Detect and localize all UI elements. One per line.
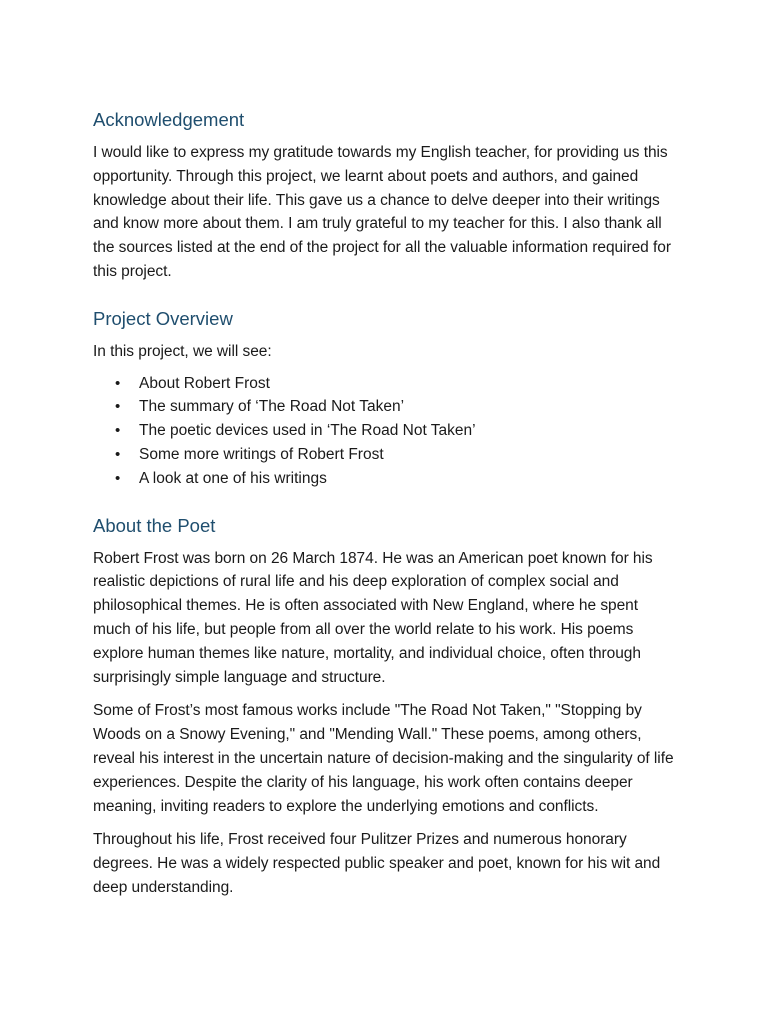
list-item-text: The poetic devices used in ‘The Road Not Taken’ [139,422,476,440]
bullet-icon: • [115,374,121,392]
list-item-text: A look at one of his writings [139,469,327,487]
list-item [93,395,678,419]
list-item [93,443,678,467]
about-poet-paragraph-2: Some of Frost’s most famous works include "The Road Not Taken," "Stopping by Woods on a Snowy Evening," and "Mending Wall." These poems, among others, reveal his interest in the uncertain nature of decision-making and the singularity of life experiences. Despite the clarity of his language, his work often contains deeper meaning, inviting readers to explore the underlying emotions and conflicts. [93,702,674,815]
bullet-icon: • [115,398,121,416]
bullet-icon: • [115,445,121,463]
list-item [93,419,678,443]
about-poet-paragraph-1: Robert Frost was born on 26 March 1874. He was an American poet known for his realistic depictions of rural life and his deep exploration of complex social and philosophical themes. He is often associated with New England, where he spent much of his life, but people from all over the world relate to his work. His poems explore human themes like nature, mortality, and individual choice, often through surprisingly simple language and structure. [93,549,653,686]
bullet-icon: • [115,422,121,440]
list-item-text: Some more writings of Robert Frost [139,445,384,463]
about-poet-paragraph-3: Throughout his life, Frost received four Pulitzer Prizes and numerous honorary degrees. He was a widely respected public speaker and poet, known for his wit and deep understanding. [93,831,661,896]
acknowledgement-paragraph: I would like to express my gratitude towards my English teacher, for providing us this opportunity. Through this project, we learnt about poets and authors, and gained knowledge about their life. This gave us a chance to delve deeper into their writings and know more about them. I am truly grateful to my teacher for this. I also thank all the sources listed at the end of the project for all the valuable information required for this project. [93,144,671,280]
bullet-icon: • [115,469,121,487]
about-poet-heading: About the Poet [93,514,216,536]
list-item [93,372,678,396]
project-overview-intro: In this project, we will see: [93,342,272,360]
project-overview-heading: Project Overview [93,307,233,329]
list-item-text: About Robert Frost [139,374,270,392]
acknowledgement-heading: Acknowledgement [93,109,245,130]
list-item-text: The summary of ‘The Road Not Taken’ [139,398,405,416]
project-overview-list [93,372,678,491]
list-item [93,467,678,491]
document-page [93,108,678,900]
